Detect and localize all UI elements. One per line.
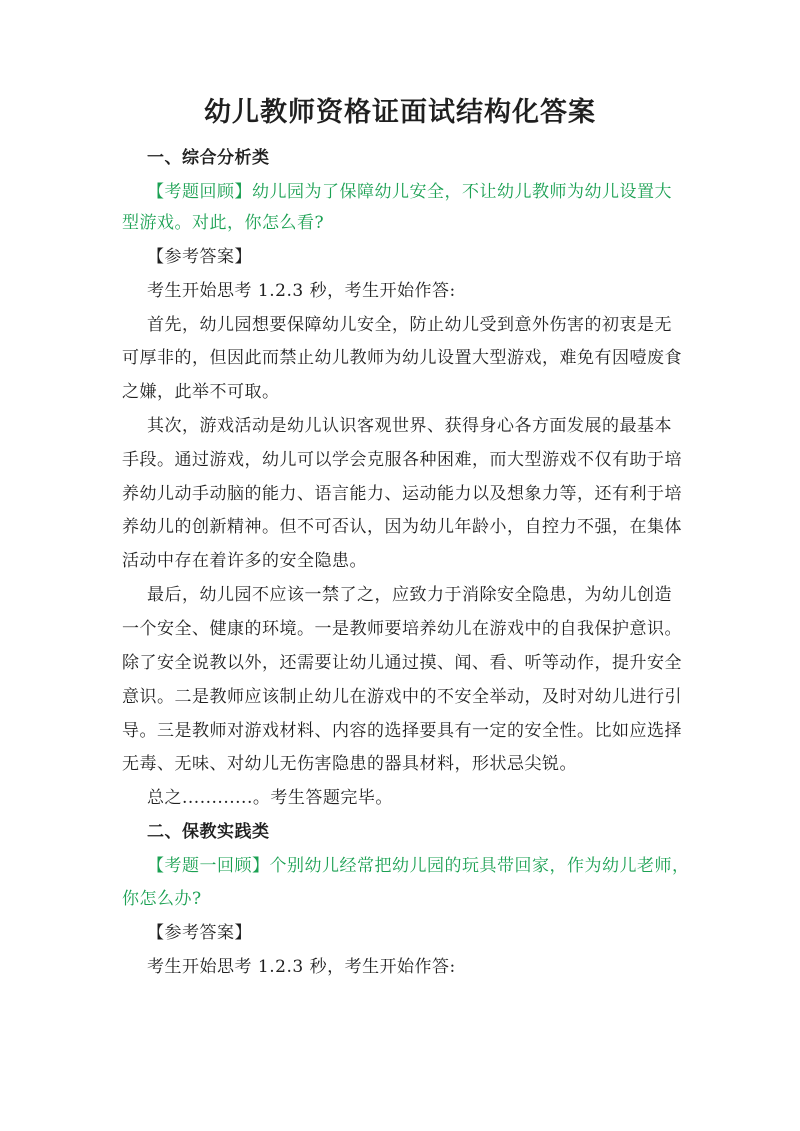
question-1-line-2: 型游戏。对此，你怎么看?	[122, 213, 325, 233]
answer-1-para-3-line-2: 一个安全、健康的环境。一是教师要培养幼儿在游戏中的自我保护意识。	[122, 619, 682, 639]
question-1-line-1: 【考题回顾】幼儿园为了保障幼儿安全，不让幼儿教师为幼儿设置大	[147, 182, 672, 202]
answer-1-para-1-line-1: 首先，幼儿园想要保障幼儿安全，防止幼儿受到意外伤害的初衷是无	[147, 315, 672, 335]
section-heading-2: 二、保教实践类	[147, 822, 270, 842]
answer-1-para-3-line-5: 导。三是教师对游戏材料、内容的选择要具有一定的安全性。比如应选择	[122, 721, 682, 741]
answer-label-2: 【参考答案】	[147, 923, 252, 943]
answer-1-para-1-line-2: 可厚非的，但因此而禁止幼儿教师为幼儿设置大型游戏，难免有因噎废食	[122, 348, 682, 368]
answer-1-para-2-line-2: 手段。通过游戏，幼儿可以学会克服各种困难，而大型游戏不仅有助于培	[122, 450, 682, 470]
question-2-line-1: 【考题一回顾】个别幼儿经常把幼儿园的玩具带回家，作为幼儿老师，	[147, 856, 690, 876]
answer-label-1: 【参考答案】	[147, 247, 252, 267]
answer-1-para-2-line-3: 养幼儿动手动脑的能力、语言能力、运动能力以及想象力等，还有利于培	[122, 484, 682, 504]
answer-1-para-3-line-6: 无毒、无味、对幼儿无伤害隐患的器具材料，形状忌尖锐。	[122, 754, 577, 774]
answer-1-para-3-line-3: 除了安全说教以外，还需要让幼儿通过摸、闻、看、听等动作，提升安全	[122, 653, 682, 673]
answer-1-intro: 考生开始思考 1.2.3 秒，考生开始作答:	[147, 281, 456, 301]
section-heading-1: 一、综合分析类	[147, 148, 270, 168]
question-2-line-2: 你怎么办?	[122, 889, 202, 909]
answer-1-para-3-line-1: 最后，幼儿园不应该一禁了之，应致力于消除安全隐患，为幼儿创造	[147, 585, 672, 605]
answer-1-para-1-line-3: 之嫌，此举不可取。	[122, 382, 280, 402]
answer-2-intro: 考生开始思考 1.2.3 秒，考生开始作答:	[147, 957, 456, 977]
answer-1-conclusion: 总之............。考生答题完毕。	[147, 788, 393, 808]
document-title: 幼儿教师资格证面试结构化答案	[204, 97, 596, 128]
answer-1-para-2-line-4: 养幼儿的创新精神。但不可否认，因为幼儿年龄小，自控力不强，在集体	[122, 517, 682, 537]
answer-1-para-2-line-1: 其次，游戏活动是幼儿认识客观世界、获得身心各方面发展的最基本	[147, 416, 672, 436]
answer-1-para-2-line-5: 活动中存在着许多的安全隐患。	[122, 551, 367, 571]
answer-1-para-3-line-4: 意识。二是教师应该制止幼儿在游戏中的不安全举动，及时对幼儿进行引	[122, 687, 682, 707]
